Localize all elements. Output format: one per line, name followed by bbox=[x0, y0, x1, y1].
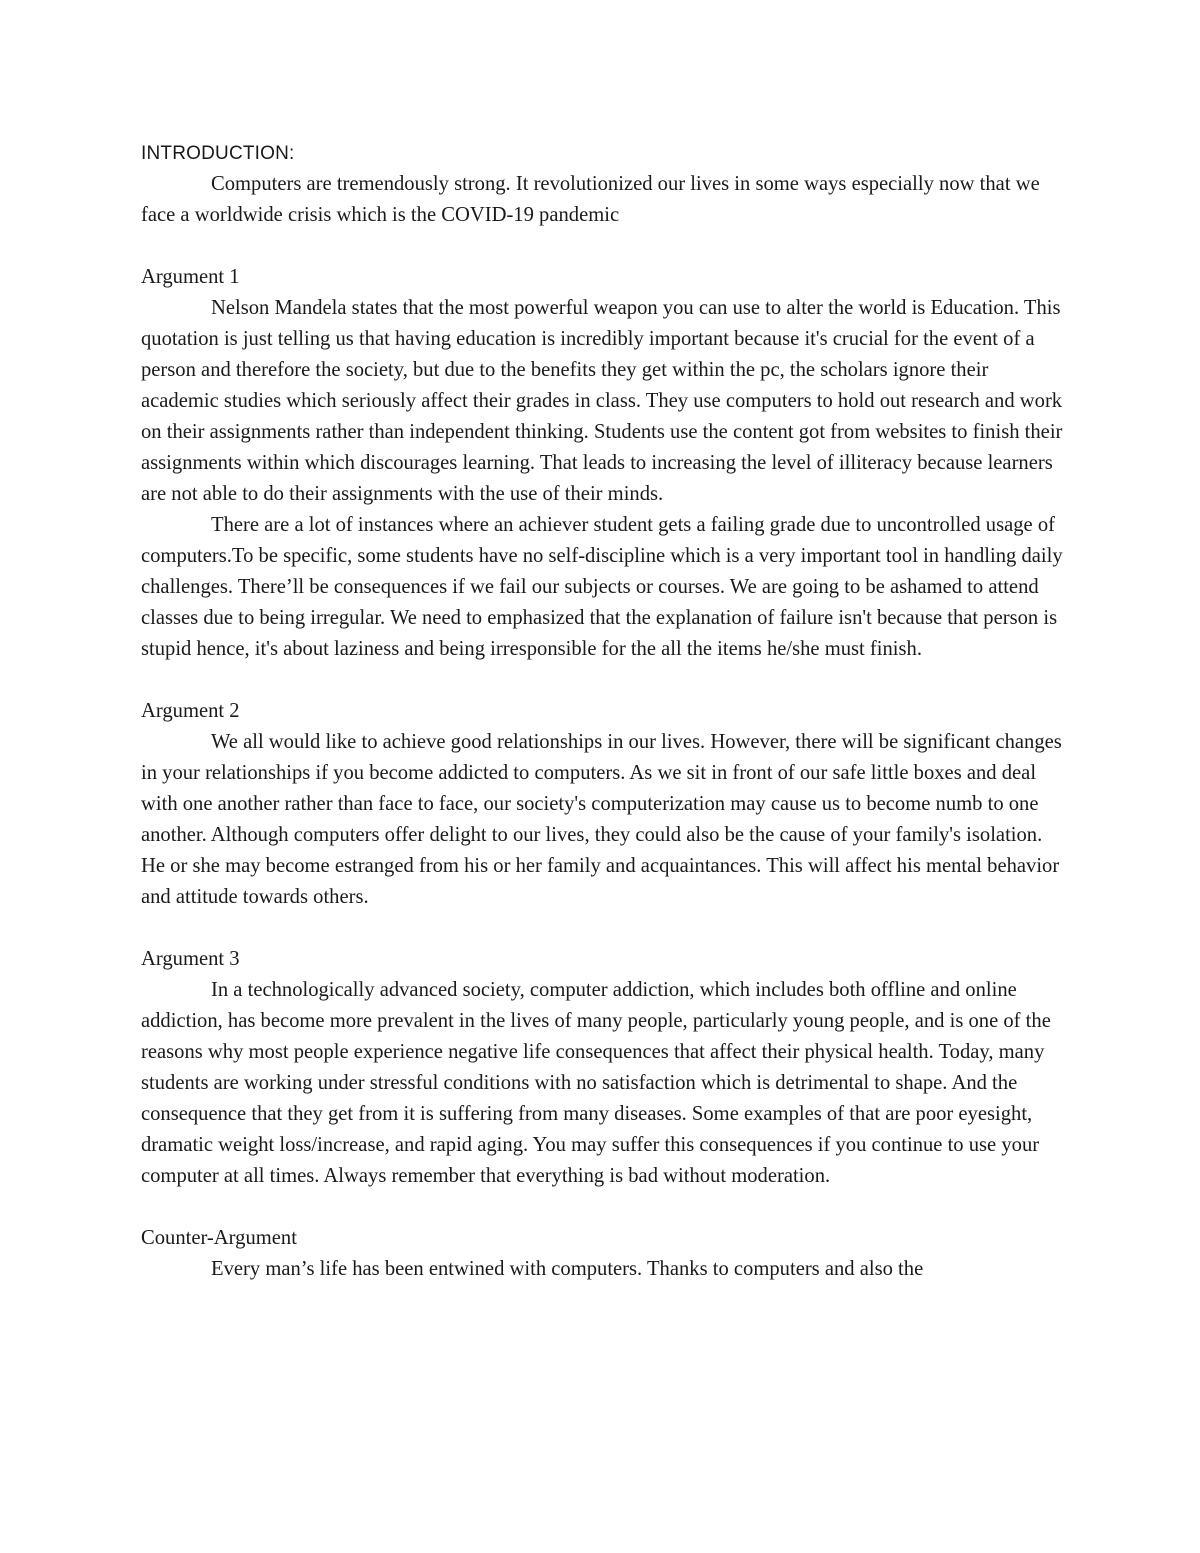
spacer bbox=[141, 1192, 1067, 1223]
spacer bbox=[141, 913, 1067, 944]
document-body bbox=[141, 138, 1067, 1285]
argument-2-heading: Argument 2 bbox=[141, 700, 240, 722]
argument-1-heading: Argument 1 bbox=[141, 266, 240, 288]
introduction-heading: INTRODUCTION: bbox=[141, 143, 295, 164]
argument-1-paragraph-1: Nelson Mandela states that the most powerful weapon you can use to alter the world is Education. This quotation is just telling us that having education is incredibly important because it's crucial for the event of a person and therefore the society, but due to the benefits they get within the pc, the scholars ignore their academic studies which seriously affect their grades in class. They use computers to hold out research and work on their assignments rather than independent thinking. Students use the content got from websites to finish their assignments within which discourages learning. That leads to increasing the level of illiteracy because learners are not able to do their assignments with the use of their minds. bbox=[141, 297, 1063, 505]
counter-argument-paragraph: Every man’s life has been entwined with computers. Thanks to computers and also the bbox=[211, 1258, 924, 1280]
spacer bbox=[141, 231, 1067, 262]
counter-argument-heading: Counter-Argument bbox=[141, 1227, 297, 1249]
spacer bbox=[141, 665, 1067, 696]
argument-1-paragraph-2: There are a lot of instances where an achiever student gets a failing grade due to uncontrolled usage of computers.To be specific, some students have no self-discipline which is a very important tool in handling daily challenges. There’ll be consequences if we fail our subjects or courses. We are going to be ashamed to attend classes due to being irregular. We need to emphasized that the explanation of failure isn't because that person is stupid hence, it's about laziness and being irresponsible for the all the items he/she must finish. bbox=[141, 514, 1063, 660]
argument-3-heading: Argument 3 bbox=[141, 948, 240, 970]
argument-3-paragraph: In a technologically advanced society, computer addiction, which includes both offline and online addiction, has become more prevalent in the lives of many people, particularly young people, and is one of the reasons why most people experience negative life consequences that affect their physical health. Today, many students are working under stressful conditions with no satisfaction which is detrimental to shape. And the consequence that they get from it is suffering from many diseases. Some examples of that are poor eyesight, dramatic weight loss/increase, and rapid aging. You may suffer this consequences if you continue to use your computer at all times. Always remember that everything is bad without moderation. bbox=[141, 979, 1051, 1187]
argument-2-paragraph: We all would like to achieve good relationships in our lives. However, there will be significant changes in your relationships if you become addicted to computers. As we sit in front of our safe little boxes and deal with one another rather than face to face, our society's computerization may cause us to become numb to one another. Although computers offer delight to our lives, they could also be the cause of your family's isolation. He or she may become estranged from his or her family and acquaintances. This will affect his mental behavior and attitude towards others. bbox=[141, 731, 1062, 908]
introduction-paragraph: Computers are tremendously strong. It revolutionized our lives in some ways especially now that we face a worldwide crisis which is the COVID-19 pandemic bbox=[141, 173, 1040, 226]
